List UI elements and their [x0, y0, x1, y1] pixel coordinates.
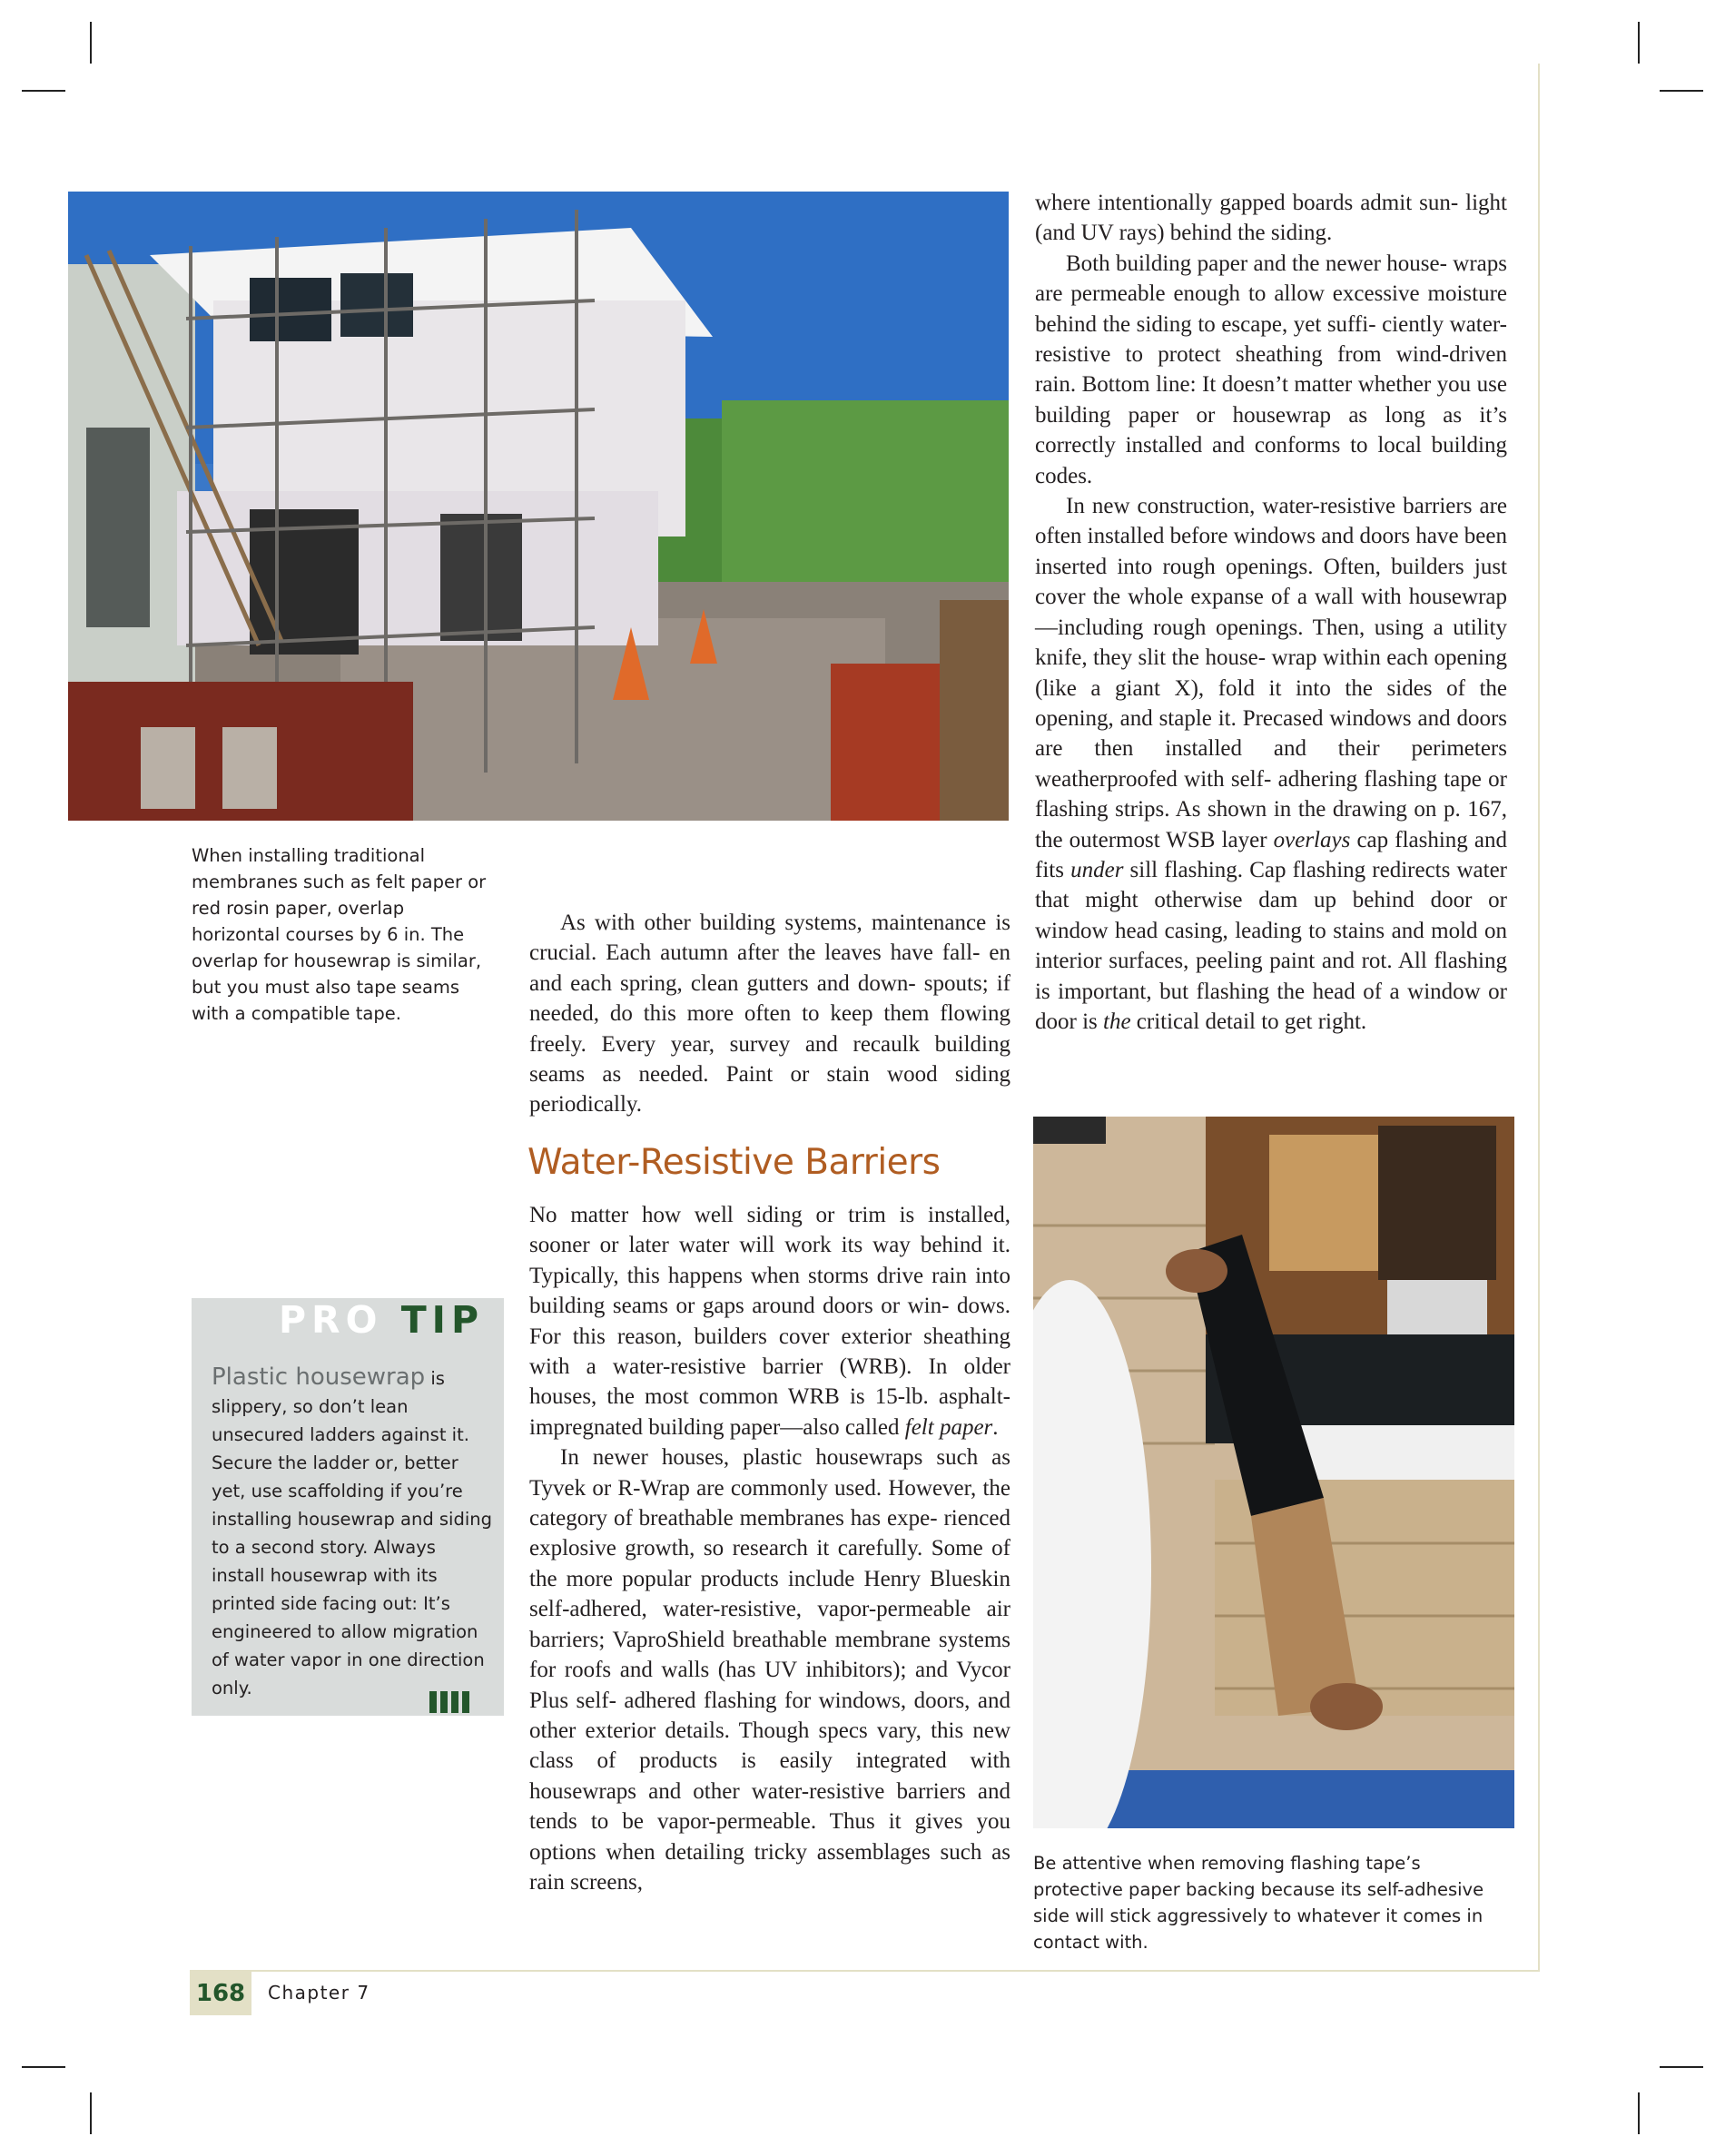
- page-frame-rule: [1538, 64, 1540, 1970]
- maintenance-text: As with other building systems, maintenance is crucial. Each autumn after the leaves have fall- en and each spring, clean gutters and down- spouts; if needed, do this more often to keep them flowing freely. Every year, survey and recaulk building seams as needed. Paint or stain wood siding periodically.: [529, 911, 1010, 1117]
- crop-mark: [1660, 2066, 1703, 2068]
- crop-mark: [22, 2066, 65, 2068]
- right-p2-text: cap flashing and fits: [1035, 827, 1507, 882]
- pro-label: PRO: [278, 1298, 383, 1342]
- tip-label: TIP: [400, 1298, 484, 1342]
- page-frame-rule: [190, 1970, 1540, 1972]
- right-p2-emphasis: overlays: [1273, 827, 1351, 852]
- right-p2-text: sill flashing. Cap flashing redirects water that might otherwise dam up behind door or window head casing, leading to stains and mold on interior surfaces, peeling paint and rot. All flashing is important, but flashing the head of a window or door is: [1035, 857, 1508, 1034]
- wrb-paragraph-1: [529, 1200, 1010, 1442]
- right-p2-emphasis: under: [1070, 857, 1124, 882]
- chapter-label: Chapter 7: [268, 1982, 370, 2003]
- photo-caption-bottom: Be attentive when removing flashing tape’s protective paper backing because its self-adhesive side will stick aggressively to whatever it comes in contact with.: [1033, 1853, 1484, 1953]
- pro-tip-box: [192, 1298, 504, 1716]
- right-paragraph-1: Both building paper and the newer house- wraps are permeable enough to allow excessive moisture behind the siding to escape, yet suffi- ciently water-resistive to protect sheathing from wind-driven rain. Bottom line: It doesn’t matter whether you use building paper or housewrap as long as it’s correctly installed and conforms to local building codes.: [1035, 251, 1507, 488]
- crop-mark: [1638, 2092, 1640, 2134]
- pro-tip-lead: Plastic housewrap: [212, 1363, 426, 1391]
- page-number: 168: [190, 1972, 251, 2015]
- wrb-paragraph-2: In newer houses, plastic housewraps such as Tyvek or R-Wrap are commonly used. However, the category of breathable membranes has expe- rienced explosive growth, so research it carefully. Some of the more popular products include Henry Blueskin self-adhered, water-resistive, vapor-permeable air barriers; VaproShield breathable membrane systems for roofs and walls (has UV inhibitors); and Vycor Plus self- adhered flashing for windows, doors, and other exterior details. Though specs vary, this new class of products is easily integrated with housewraps and other water-resistive barriers and tends to be vapor-permeable. Thus it gives you options when detailing tricky assemblages such as rain screens,: [529, 1445, 1010, 1895]
- right-paragraph-0: where intentionally gapped boards admit sun- light (and UV rays) behind the siding.: [1035, 191, 1507, 246]
- flashing-tape-photo: [1033, 1117, 1514, 1828]
- crop-mark: [90, 2092, 92, 2134]
- wrb-p1-text: No matter how well siding or trim is installed, sooner or later water will work its way behind it. Typically, this happens when storms drive rain into building seams or gaps around doors or win- dows. For this reason, builders cover exterior sheathing with a water-resistive barrier (WRB). In older houses, the most common WRB is 15-lb. asphalt-impregnated building paper—also called: [529, 1203, 1010, 1440]
- right-p2-text: In new construction, water-resistive barriers are often installed before windows and doors have been inserted into rough openings. Often, builders just cover the whole expanse of a wall with housewrap—including rough openings. Then, using a utility knife, they slit the house- wrap within each opening (like a giant X), fold it into the sides of the opening, and staple it. Precased windows and doors are then installed and their perimeters weatherproofed with self- adhering flashing tape or flashing strips. As shown in the drawing on p. 167, the outermost WSB layer: [1035, 494, 1507, 852]
- crop-mark: [1638, 22, 1640, 64]
- crop-mark: [90, 22, 92, 64]
- photo-caption-top: When installing traditional membranes such as felt paper or red rosin paper, overlap horizontal courses by 6 in. The overlap for housewrap is similar, but you must also tape seams with a compatible tape.: [192, 845, 487, 1024]
- crop-mark: [1660, 90, 1703, 92]
- wrb-column: [529, 1200, 1010, 1897]
- maintenance-paragraph: [529, 908, 1010, 1120]
- right-p2-text: critical detail to get right.: [1130, 1009, 1367, 1034]
- wrb-p1-end: .: [992, 1414, 999, 1440]
- wrb-p1-term: felt paper: [904, 1414, 993, 1440]
- pro-tip-text: [212, 1363, 493, 1702]
- right-paragraph-2: [1035, 491, 1507, 1037]
- pro-tip-body: is slippery, so don’t lean unsecured ladders against it. Secure the ladder or, better yet, use scaffolding if you’re installing housewrap and siding to a second story. Always install housewrap with its printed side facing out: It’s engineered to allow migration of water vapor in one direction only.: [212, 1368, 493, 1698]
- crop-mark: [22, 90, 65, 92]
- pro-tip-bars-ornament: [429, 1691, 473, 1717]
- scaffolding-housewrap-photo: [68, 192, 1009, 821]
- right-column: [1035, 188, 1507, 1037]
- pro-tip-label: [279, 1298, 484, 1342]
- right-p2-emphasis: the: [1103, 1009, 1131, 1034]
- section-heading: Water-Resistive Barriers: [527, 1142, 941, 1183]
